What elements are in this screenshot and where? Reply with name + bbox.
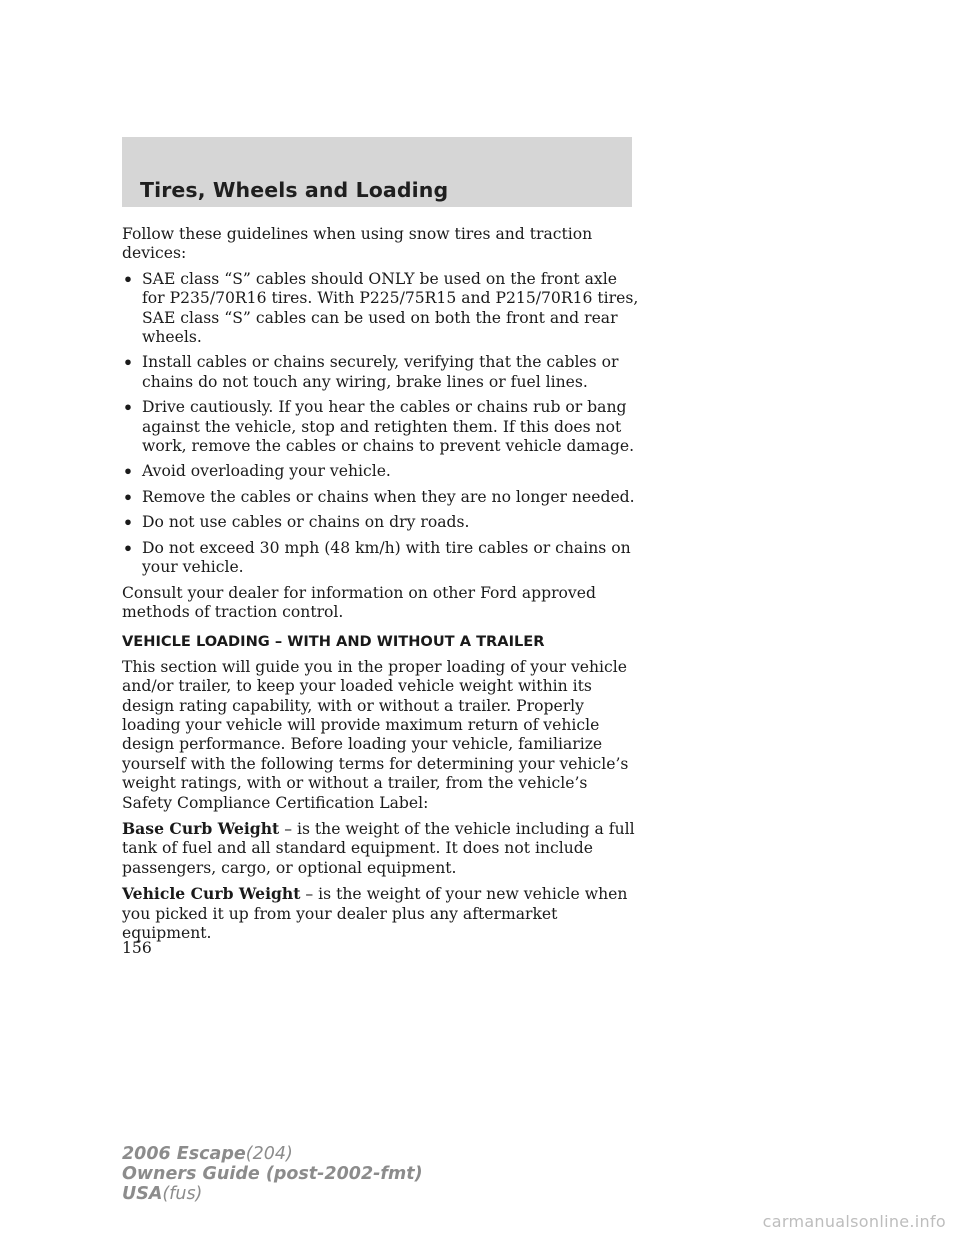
list-item — [122, 462, 642, 481]
guidelines-list — [122, 270, 642, 578]
footer-market: USA — [122, 1184, 163, 1204]
list-item — [122, 353, 642, 392]
footer-line-1 — [122, 1144, 423, 1164]
bullet-icon: • — [123, 398, 133, 418]
definition-text: – is the weight of the vehicle including a full tank of fuel and all standard equipment. It does not include passengers, cargo, or optional equipment. — [122, 819, 635, 877]
list-item-text: Do not exceed 30 mph (48 km/h) with tire cables or chains on your vehicle. — [142, 538, 631, 577]
footer-market-code: (fus) — [162, 1184, 203, 1204]
bullet-icon: • — [123, 538, 133, 558]
definition-vehicle-curb-weight — [122, 884, 642, 943]
definition-term: Vehicle Curb Weight — [122, 884, 301, 904]
vehicle-loading-paragraph: This section will guide you in the proper loading of your vehicle and/or trailer, to keep your loaded vehicle weight within its design rating capability, with or without a trailer. Properly loading your vehicle will provide maximum return of vehicle design performance. Before loading your vehicle, familiarize yourself with the following terms for determining your vehicle’s weight ratings, with or without a trailer, from the vehicle’s Safety Compliance Certification Label: — [122, 657, 629, 812]
vehicle-loading-heading: VEHICLE LOADING – WITH AND WITHOUT A TRAILER — [122, 633, 545, 651]
footer-line-3 — [122, 1184, 423, 1204]
list-item — [122, 513, 642, 532]
bullet-icon: • — [123, 353, 133, 373]
definition-term: Base Curb Weight — [122, 818, 280, 838]
page-content — [122, 225, 642, 949]
bullet-icon: • — [123, 487, 133, 507]
list-item-text: Drive cautiously. If you hear the cables or chains rub or bang against the vehicle, stop and retighten them. If this does not work, remove the cables or chains to prevent vehicle damage. — [142, 398, 635, 456]
intro-paragraph: Follow these guidelines when using snow tires and traction devices: — [122, 225, 593, 263]
bullet-icon: • — [123, 269, 133, 289]
footer-model: 2006 Escape — [122, 1144, 246, 1164]
definition-text: – is the weight of your new vehicle when you picked it up from your dealer plus any aftermarket equipment. — [122, 885, 628, 942]
bullet-icon: • — [123, 462, 133, 482]
footer-line-2: Owners Guide (post-2002-fmt) — [122, 1164, 423, 1184]
section-title: Tires, Wheels and Loading — [140, 178, 449, 202]
list-item — [122, 488, 642, 507]
list-item — [122, 539, 642, 578]
list-item-text: Avoid overloading your vehicle. — [142, 462, 391, 481]
page-number: 156 — [122, 939, 152, 957]
list-item-text: Install cables or chains securely, verifying that the cables or chains do not touch any wiring, brake lines or fuel lines. — [142, 353, 619, 391]
footer-model-code: (204) — [245, 1144, 293, 1164]
definition-base-curb-weight — [122, 819, 642, 878]
list-item-text: Do not use cables or chains on dry roads. — [142, 513, 470, 532]
list-item — [122, 270, 642, 348]
document-footer — [122, 1144, 423, 1204]
bullet-icon: • — [123, 513, 133, 533]
site-watermark: carmanualsonline.info — [762, 1212, 946, 1231]
list-item-text: SAE class “S” cables should ONLY be used on the front axle for P235/70R16 tires. With P225/75R15 and P215/70R16 tires, SAE class “S” cables can be used on both the front and rear wheels. — [142, 269, 639, 347]
consult-paragraph: Consult your dealer for information on other Ford approved methods of traction control. — [122, 583, 596, 621]
list-item-text: Remove the cables or chains when they are no longer needed. — [142, 487, 635, 506]
list-item — [122, 398, 642, 456]
